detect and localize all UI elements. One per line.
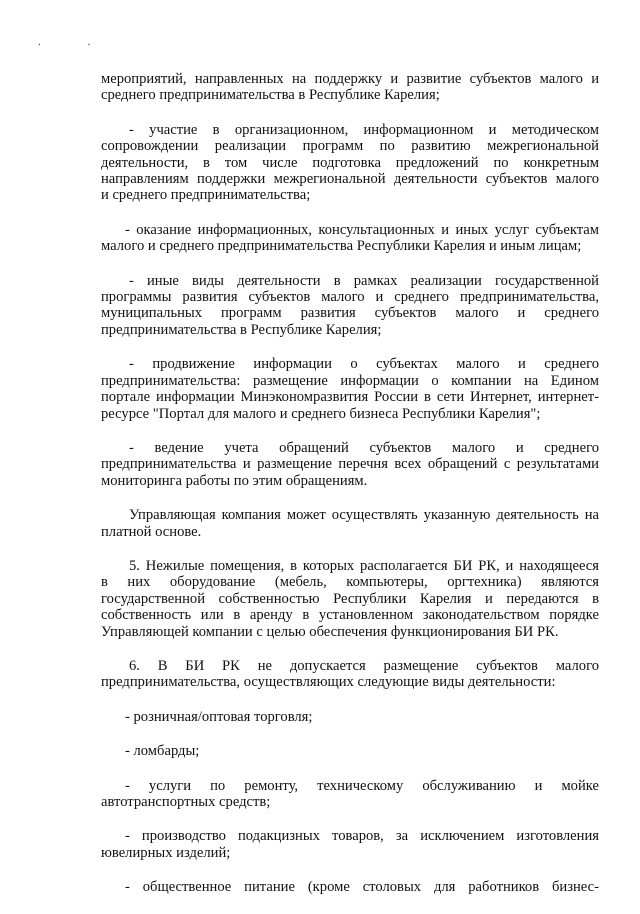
text-line: - ведение учета обращений субъектов малого и среднего: [129, 439, 599, 456]
list-item-auto-services: [101, 778, 599, 811]
paragraph-accounting: [101, 440, 599, 489]
text-line: - услуги по ремонту, техническому обслуживанию и мойке: [125, 777, 599, 794]
text-line: портале информации Минэкономразвития России в сети Интернет, интернет-: [101, 389, 599, 406]
text-line: - иные виды деятельности в рамках реализации государственной: [129, 272, 599, 289]
text-line: мероприятий, направленных на поддержку и развитие субъектов малого и: [101, 71, 599, 87]
text-line: ресурсе "Портал для малого и среднего бизнеса Республики Карелия";: [101, 405, 541, 422]
text-line: Управляющей компании с целью обеспечения функционирования БИ РК.: [101, 623, 559, 640]
list-item-pawnshops: [101, 743, 599, 759]
text-line: предпринимательства, осуществляющих следующие виды деятельности:: [101, 674, 556, 691]
paragraph-item-5: [101, 558, 599, 640]
text-line: ювелирных изделий;: [101, 844, 231, 861]
list-item-retail: [101, 709, 599, 725]
text-line: муниципальных программ развития субъектов малого и среднего: [101, 305, 599, 322]
header-marks: . .: [38, 36, 113, 48]
text-line: Управляющая компания может осуществлять указанную деятельность на: [129, 507, 599, 524]
text-line: в них оборудование (мебель, компьютеры, оргтехника) являются: [101, 574, 599, 591]
text-line: предпринимательства: размещение информации о компании на Едином: [101, 372, 599, 389]
list-item-catering: [101, 879, 599, 895]
list-item-excise-goods: [101, 828, 599, 861]
paragraph-item-6: [101, 658, 599, 691]
text-line: - ломбарды;: [125, 743, 200, 760]
text-line: платной основе.: [101, 523, 202, 540]
text-line: 5. Нежилые помещения, в которых располагается БИ РК, и находящееся: [129, 557, 599, 574]
text-line: предпринимательства и размещение перечня всех обращений с результатами: [101, 456, 599, 473]
document-body: [101, 71, 599, 914]
text-line: мониторинга работы по этим обращениям.: [101, 472, 368, 489]
text-line: - общественное питание (кроме столовых для работников бизнес-: [125, 879, 599, 896]
paragraph-paid-basis: [101, 507, 599, 540]
text-line: среднего предпринимательства в Республике Карелия;: [101, 87, 440, 104]
text-line: и среднего предпринимательства;: [101, 187, 311, 204]
text-line: - розничная/оптовая торговля;: [125, 708, 313, 725]
text-line: деятельности, в том числе подготовка предложений по конкретным: [101, 154, 599, 171]
text-line: государственной собственностью Республики Карелия и передаются в: [101, 590, 599, 607]
text-line: малого и среднего предпринимательства Республики Карелия и иным лицам;: [101, 238, 582, 255]
text-line: автотранспортных средств;: [101, 794, 271, 810]
text-line: - продвижение информации о субъектах малого и среднего: [129, 356, 599, 373]
text-line: - участие в организационном, информационном и методическом: [129, 121, 599, 138]
text-line: 6. В БИ РК не допускается размещение субъектов малого: [129, 657, 599, 674]
paragraph-continuation: [101, 71, 599, 104]
paragraph-services: [101, 222, 599, 255]
paragraph-other-activities: [101, 273, 599, 339]
text-line: направлениям поддержки межрегиональной деятельности субъектов малого: [101, 171, 599, 188]
paragraph-promotion: [101, 356, 599, 422]
paragraph-participation: [101, 122, 599, 204]
text-line: предпринимательства в Республике Карелия;: [101, 321, 382, 338]
text-line: сопровождении реализации программ по развитию межрегиональной: [101, 138, 599, 155]
text-line: программы развития субъектов малого и среднего предпринимательства,: [101, 289, 599, 306]
text-line: - производство подакцизных товаров, за исключением изготовления: [125, 828, 599, 845]
text-line: собственность или в аренду в установленном законодательством порядке: [101, 607, 599, 624]
text-line: - оказание информационных, консультационных и иных услуг субъектам: [125, 221, 599, 238]
